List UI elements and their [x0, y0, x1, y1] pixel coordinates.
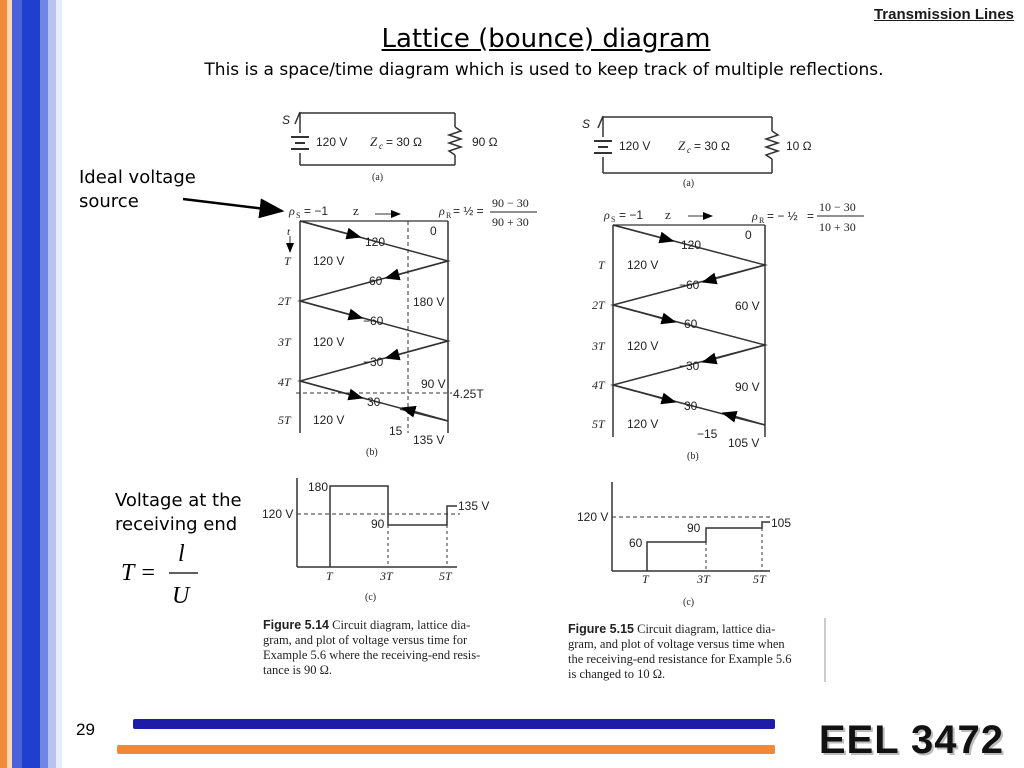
formula-denominator: U: [172, 583, 190, 609]
fig14-t3: 3T: [278, 335, 291, 349]
fig15-load-label: 10 Ω: [786, 139, 812, 153]
fig15-lv2: 120 V: [627, 339, 659, 353]
fig14-lv2: 120 V: [313, 335, 345, 349]
fig15-tick2: 3T: [697, 572, 710, 586]
ideal-source-line1: Ideal voltage: [79, 167, 196, 188]
formula-numerator: l: [178, 541, 185, 567]
pointer-arrow: [183, 199, 282, 211]
fig15-caption: [568, 622, 824, 682]
fig15-r1: 120: [681, 238, 702, 252]
fig15-t1: T: [598, 258, 605, 272]
fig15-circuit-caption: (a): [683, 178, 695, 189]
fig14-frac-num: 90 − 30: [492, 196, 529, 210]
fig15-frac-den: 10 + 30: [819, 220, 856, 234]
fig15-tick1: T: [642, 572, 649, 586]
fig15-r2: −60: [679, 278, 700, 292]
slide-subtitle: This is a space/time diagram which is used to keep track of multiple reflections.: [204, 60, 884, 80]
fig14-plot-caption: (c): [365, 592, 377, 603]
fig14-plot-ref: 120 V: [262, 507, 294, 521]
fig14-caption-line2: gram, and plot of voltage versus time for: [263, 633, 468, 647]
fig15-plot-mid: 90: [687, 521, 701, 535]
svg-text:R: R: [446, 211, 452, 220]
fig14-plot-mid: 90: [371, 517, 385, 531]
fig14-source-label: 120 V: [316, 135, 348, 149]
fig15-zc-sub: c: [687, 145, 691, 155]
fig14-t1: T: [284, 254, 291, 268]
fig14-t-label: t: [287, 226, 291, 238]
page-number: 29: [76, 720, 95, 739]
fig14-zc: Z: [370, 134, 378, 149]
fig15-t5: 5T: [592, 417, 605, 431]
svg-text:S: S: [611, 215, 616, 224]
fig14-mv1: 180 V: [413, 295, 445, 309]
fig15-r4: −30: [679, 359, 700, 373]
fig15-plot-ref: 120 V: [577, 510, 609, 524]
fig14-caption-title: Figure 5.14: [263, 618, 329, 632]
fig14-tick1: T: [326, 569, 333, 583]
fig14-lv3: 120 V: [313, 413, 345, 427]
fig15-zero: 0: [745, 228, 752, 242]
fig14-rho-r: = ½ =: [453, 204, 484, 218]
fig14-plot-top: 180: [308, 480, 329, 494]
fig14-r3: −60: [363, 314, 384, 328]
fig14-r5: 30: [367, 395, 381, 409]
fig15-mv1: 60 V: [735, 299, 760, 313]
svg-text:R: R: [759, 216, 765, 225]
fig14-t5: 5T: [278, 413, 291, 427]
fig15-tick3: 5T: [753, 572, 766, 586]
fig15-caption-title: Figure 5.15: [568, 622, 634, 636]
fig14-caption-line3: Example 5.6 where the receiving-end resis-: [263, 648, 481, 662]
fig15-lv3: 120 V: [627, 417, 659, 431]
fig14-tick3: 5T: [439, 569, 452, 583]
fig15-frac-eq: =: [807, 209, 815, 223]
fig15-mv2: 90 V: [735, 380, 760, 394]
fig15-t2: 2T: [592, 298, 605, 312]
fig14-plot-end: 135 V: [458, 499, 490, 513]
fig15-rho-s: = −1: [619, 208, 644, 222]
fig14-caption-line1: Circuit diagram, lattice dia-: [332, 618, 471, 632]
svg-text:S: S: [296, 211, 301, 220]
fig15-plot-caption: (c): [683, 597, 695, 608]
course-code: EEL 3472: [818, 718, 1004, 762]
fig14-r6: 15: [389, 424, 403, 438]
formula-lhs: T =: [121, 560, 157, 586]
course-tag: Transmission Lines: [873, 6, 1014, 23]
fig14-load-label: 90 Ω: [472, 135, 498, 149]
svg-text:ρ: ρ: [752, 209, 758, 223]
fig14-rho-s: = −1: [304, 204, 329, 218]
time-formula: [121, 541, 198, 609]
ideal-source-line2: source: [79, 191, 139, 212]
fig15-caption-line1: Circuit diagram, lattice dia-: [637, 622, 776, 636]
fig15-switch-label: S: [582, 117, 591, 131]
fig15-caption-line4: is changed to 10 Ω.: [568, 667, 666, 681]
fig14-switch-label: S: [282, 113, 291, 127]
fig15-frac-num: 10 − 30: [819, 200, 856, 214]
receiving-line1: Voltage at the: [115, 490, 242, 511]
fig14-r4: −30: [363, 355, 384, 369]
fig15-z-label: z: [665, 207, 671, 222]
fig14-zc-value: = 30 Ω: [386, 135, 422, 149]
slide-title: Lattice (bounce) diagram: [381, 24, 711, 54]
fig14-t2: 2T: [278, 294, 291, 308]
fig14-frac-den: 90 + 30: [492, 215, 529, 229]
fig15-zc-value: = 30 Ω: [694, 139, 730, 153]
fig15-r6: −15: [697, 427, 718, 441]
fig14-r1: 120: [365, 235, 386, 249]
fig15-mv3: 105 V: [728, 436, 760, 450]
fig15-r3: 60: [684, 317, 698, 331]
svg-text:ρ: ρ: [604, 208, 610, 222]
fig15-rho-r: = − ½: [767, 209, 798, 223]
fig14-caption: [263, 618, 513, 678]
receiving-line2: receiving end: [115, 514, 238, 535]
fig14-zero: 0: [430, 224, 437, 238]
fig14-circuit-caption: (a): [372, 172, 384, 183]
fig14-zc-sub: c: [379, 141, 383, 151]
fig15-zc: Z: [678, 138, 686, 153]
fig14-z-label: z: [353, 203, 359, 218]
fig14-t4: 4T: [278, 375, 291, 389]
fig15-lv1: 120 V: [627, 258, 659, 272]
fig14-tick2: 3T: [380, 569, 393, 583]
svg-text:ρ: ρ: [439, 204, 445, 218]
fig14-mv2: 90 V: [421, 377, 446, 391]
fig15-r5: 30: [684, 399, 698, 413]
fig15-source-label: 120 V: [619, 139, 651, 153]
fig14-lv1: 120 V: [313, 254, 345, 268]
fig15-t4: 4T: [592, 378, 605, 392]
fig15-plot-low: 60: [629, 536, 643, 550]
fig14-lattice-caption: (b): [366, 447, 378, 458]
fig15-plot-end: 105: [771, 516, 792, 530]
fig15-caption-line2: gram, and plot of voltage versus time when: [568, 637, 785, 651]
fig14-caption-line4: tance is 90 Ω.: [263, 663, 332, 677]
footer-orange-bar: [117, 745, 775, 754]
fig14-r2: 60: [369, 274, 383, 288]
fig14-mv3: 135 V: [413, 433, 445, 447]
fig14-marker: 4.25T: [453, 387, 484, 401]
fig15-t3: 3T: [592, 339, 605, 353]
fig15-caption-line3: the receiving-end resistance for Example 5.6: [568, 652, 792, 666]
footer-blue-bar: [133, 719, 775, 729]
svg-text:ρ: ρ: [289, 204, 295, 218]
fig15-lattice-caption: (b): [687, 451, 699, 462]
